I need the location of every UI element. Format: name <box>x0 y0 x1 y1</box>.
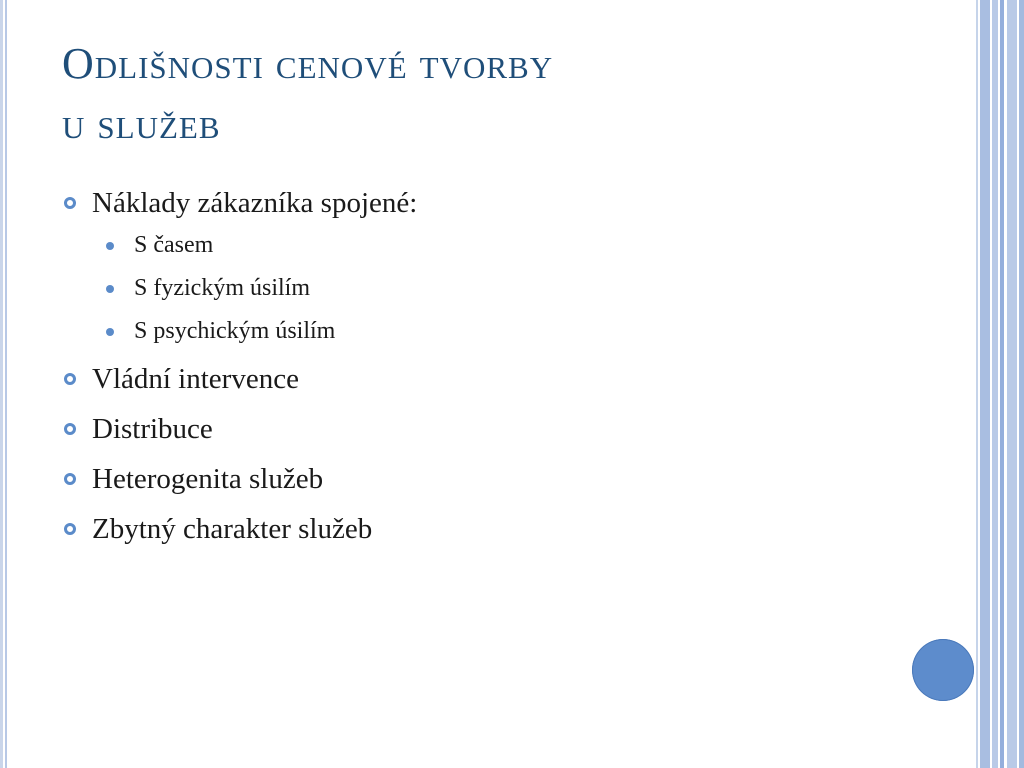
bullet-text: Vládní intervence <box>92 363 299 395</box>
dot-bullet-icon <box>106 242 114 250</box>
sub-bullet-text: S fyzickým úsilím <box>134 275 310 301</box>
dot-bullet-icon <box>106 328 114 336</box>
right-border-stripe <box>1007 0 1017 768</box>
bullet-item <box>62 462 942 496</box>
ring-bullet-icon <box>64 523 76 535</box>
slide-title-line-2: u služeb <box>62 99 221 148</box>
right-border-stripe <box>980 0 990 768</box>
bullet-list <box>62 186 942 562</box>
bullet-text: Distribuce <box>92 413 213 445</box>
ring-bullet-icon <box>64 473 76 485</box>
ring-bullet-icon <box>64 197 76 209</box>
slide-title <box>62 34 952 154</box>
bullet-item <box>62 186 942 346</box>
sub-bullet-list <box>92 230 942 346</box>
ring-bullet-icon <box>64 373 76 385</box>
sub-bullet-text: S časem <box>134 232 214 258</box>
bullet-text: Náklady zákazníka spojené: <box>92 187 418 219</box>
dot-bullet-icon <box>106 285 114 293</box>
sub-bullet-item <box>92 316 942 346</box>
bullet-item <box>62 412 942 446</box>
bullet-item <box>62 362 942 396</box>
right-border-stripe <box>976 0 978 768</box>
decorative-circle <box>912 639 974 701</box>
slide-title-line-1: Odlišnosti cenové tvorby <box>62 39 554 88</box>
left-border-stripe <box>5 0 7 768</box>
right-border-stripe <box>992 0 998 768</box>
ring-bullet-icon <box>64 423 76 435</box>
bullet-text: Zbytný charakter služeb <box>92 513 373 545</box>
sub-bullet-text: S psychickým úsilím <box>134 318 336 344</box>
sub-bullet-item <box>92 273 942 303</box>
sub-bullet-item <box>92 230 942 260</box>
bullet-text: Heterogenita služeb <box>92 463 324 495</box>
right-border-stripe <box>1019 0 1024 768</box>
right-border-stripe <box>1000 0 1004 768</box>
bullet-item <box>62 512 942 546</box>
